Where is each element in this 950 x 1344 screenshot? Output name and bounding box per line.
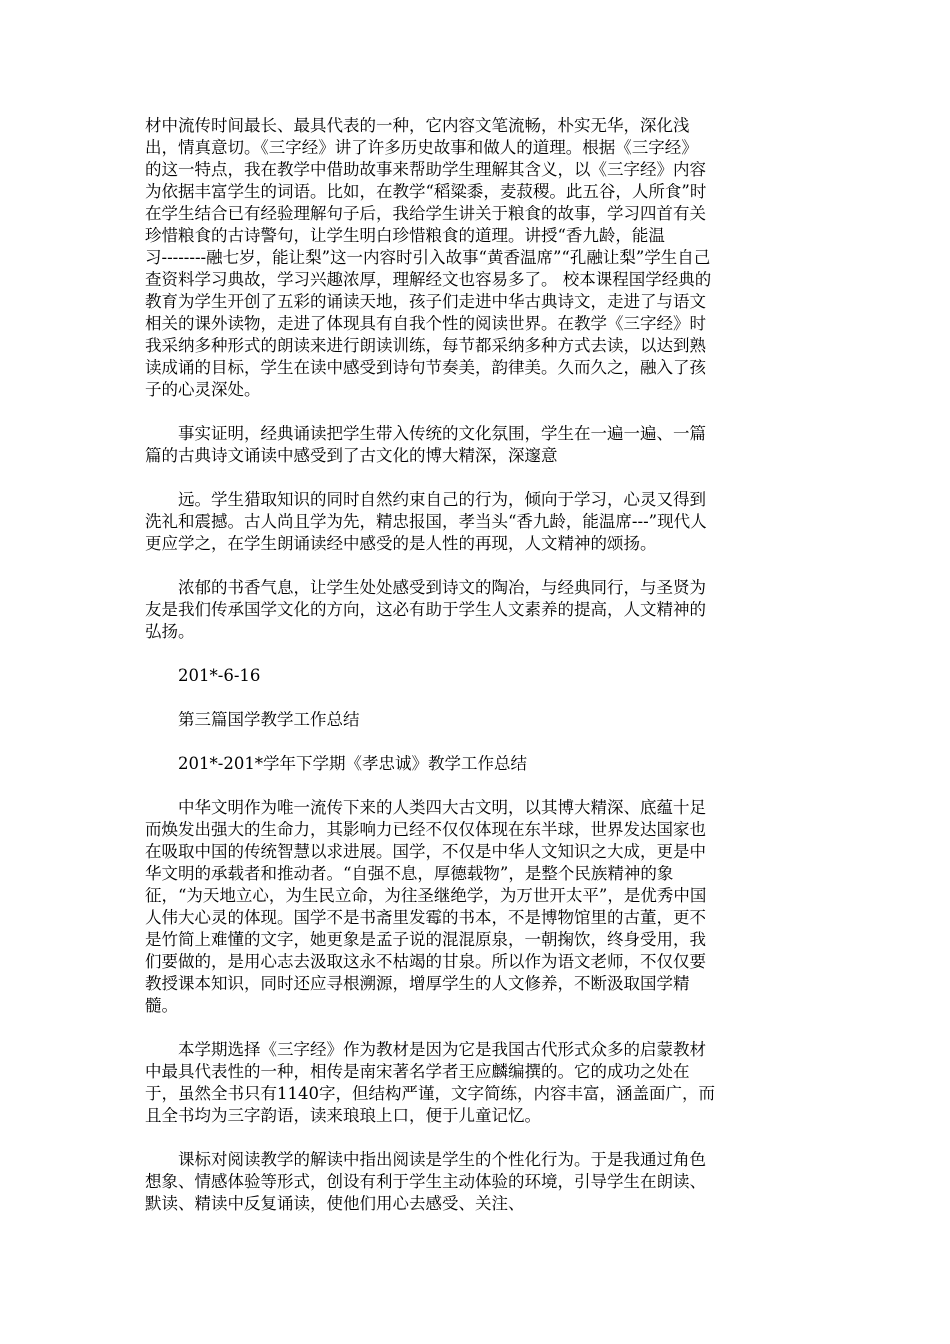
text-line: 在学生结合已有经验理解句子后，我给学生讲关于粮食的故事，学习四首有关 <box>145 204 706 223</box>
text-line: 读成诵的目标，学生在读中感受到诗句节奏美，韵律美。久而久之，融入了孩 <box>145 358 706 377</box>
text-line: 子的心灵深处。 <box>145 380 261 399</box>
paragraph-gap <box>145 401 805 423</box>
text-line: 而焕发出强大的生命力，其影响力已经不仅仅体现在东半球，世界发达国家也 <box>145 820 706 839</box>
text-line: 默读、精读中反复诵读，使他们用心去感受、关注、 <box>145 1194 525 1213</box>
text-line: 习--------融七岁，能让梨”这一内容时引入故事“黄香温席”“孔融让梨”学生自己 <box>145 248 711 267</box>
paragraph <box>145 489 805 555</box>
paragraph <box>145 423 805 467</box>
text-line: 人伟大心灵的体现。国学不是书斋里发霉的书本，不是博物馆里的古董，更不 <box>145 908 706 927</box>
paragraph <box>145 1039 805 1127</box>
text-line: 相关的课外读物，走进了体现具有自我个性的阅读世界。在教学《三字经》时 <box>145 314 706 333</box>
text-line: 弘扬。 <box>145 622 195 641</box>
paragraph-gap <box>145 1017 805 1039</box>
text-line: 华文明的承载者和推动者。“自强不息，厚德载物”，是整个民族精神的象 <box>145 864 674 883</box>
text-line: 第三篇国学教学工作总结 <box>145 710 360 729</box>
paragraph-gap <box>145 467 805 489</box>
text-line: 篇的古典诗文诵读中感受到了古文化的博大精深，深邃意 <box>145 446 558 465</box>
text-line: 远。学生猎取知识的同时自然约束自己的行为，倾向于学习，心灵又得到 <box>145 490 706 509</box>
paragraph <box>145 753 805 775</box>
text-line: 友是我们传承国学文化的方向，这必有助于学生人文素养的提高，人文精神的 <box>145 600 706 619</box>
text-line: 201*-6-16 <box>145 666 261 685</box>
paragraph-gap <box>145 1127 805 1149</box>
text-line: 事实证明，经典诵读把学生带入传统的文化氛围，学生在一遍一遍、一篇 <box>145 424 706 443</box>
text-line: 们要做的，是用心志去汲取这永不枯竭的甘泉。所以作为语文老师，不仅仅要 <box>145 952 706 971</box>
paragraph <box>145 665 805 687</box>
paragraph <box>145 797 805 1017</box>
text-line: 中华文明作为唯一流传下来的人类四大古文明，以其博大精深、底蕴十足 <box>145 798 706 817</box>
text-line: 且全书均为三字韵语，读来琅琅上口，便于儿童记忆。 <box>145 1106 541 1125</box>
text-line: 珍惜粮食的古诗警句，让学生明白珍惜粮食的道理。讲授“香九龄，能温 <box>145 226 665 245</box>
paragraph-gap <box>145 643 805 665</box>
text-line: 教育为学生开创了五彩的诵读天地，孩子们走进中华古典诗文，走进了与语文 <box>145 292 706 311</box>
text-line: 我采纳多种形式的朗读来进行朗读训练，每节都采纳多种方式去读，以达到熟 <box>145 336 706 355</box>
text-line: 201*-201*学年下学期《孝忠诚》教学工作总结 <box>145 754 528 773</box>
paragraph <box>145 577 805 643</box>
paragraph-gap <box>145 687 805 709</box>
text-line: 的这一特点，我在教学中借助故事来帮助学生理解其含义，以《三字经》内容 <box>145 160 706 179</box>
text-line: 在吸取中国的传统智慧以求进展。国学，不仅是中华人文知识之大成，更是中 <box>145 842 706 861</box>
text-line: 教授课本知识，同时还应寻根溯源，增厚学生的人文修养，不断汲取国学精 <box>145 974 690 993</box>
text-line: 为依据丰富学生的词语。比如，在教学“稻粱黍，麦菽稷。此五谷，人所食”时 <box>145 182 707 201</box>
paragraph <box>145 709 805 731</box>
paragraph-gap <box>145 775 805 797</box>
text-line: 更应学之，在学生朗诵读经中感受的是人性的再现，人文精神的颂扬。 <box>145 534 657 553</box>
paragraph-gap <box>145 731 805 753</box>
text-line: 查资料学习典故，学习兴趣浓厚，理解经文也容易多了。 校本课程国学经典的 <box>145 270 712 289</box>
text-line: 中最具代表性的一种，相传是南宋著名学者王应麟编撰的。它的成功之处在 <box>145 1062 690 1081</box>
text-line: 征，“为天地立心，为生民立命，为往圣继绝学，为万世开太平”，是优秀中国 <box>145 886 707 905</box>
text-line: 想象、情感体验等形式，创设有利于学生主动体验的环境，引导学生在朗读、 <box>145 1172 706 1191</box>
text-line: 材中流传时间最长、最具代表的一种，它内容文笔流畅，朴实无华，深化浅 <box>145 116 690 135</box>
paragraph <box>145 115 805 401</box>
text-line: 课标对阅读教学的解读中指出阅读是学生的个性化行为。于是我通过角色 <box>145 1150 706 1169</box>
text-line: 是竹简上难懂的文字，她更象是孟子说的混混原泉，一朝掬饮，终身受用，我 <box>145 930 706 949</box>
text-line: 髓。 <box>145 996 178 1015</box>
text-line: 洗礼和震撼。古人尚且学为先，精忠报国，孝当头“香九龄，能温席---”现代人 <box>145 512 707 531</box>
paragraph <box>145 1149 805 1215</box>
text-line: 出，情真意切。《三字经》讲了许多历史故事和做人的道理。根据《三字经》 <box>145 138 698 157</box>
text-line: 浓郁的书香气息，让学生处处感受到诗文的陶冶，与经典同行，与圣贤为 <box>145 578 706 597</box>
text-line: 本学期选择《三字经》作为教材是因为它是我国古代形式众多的启蒙教材 <box>145 1040 706 1059</box>
document-body <box>145 115 805 1215</box>
paragraph-gap <box>145 555 805 577</box>
text-line: 于，虽然全书只有1140字，但结构严谨，文字简练，内容丰富，涵盖面广，而 <box>145 1084 715 1103</box>
